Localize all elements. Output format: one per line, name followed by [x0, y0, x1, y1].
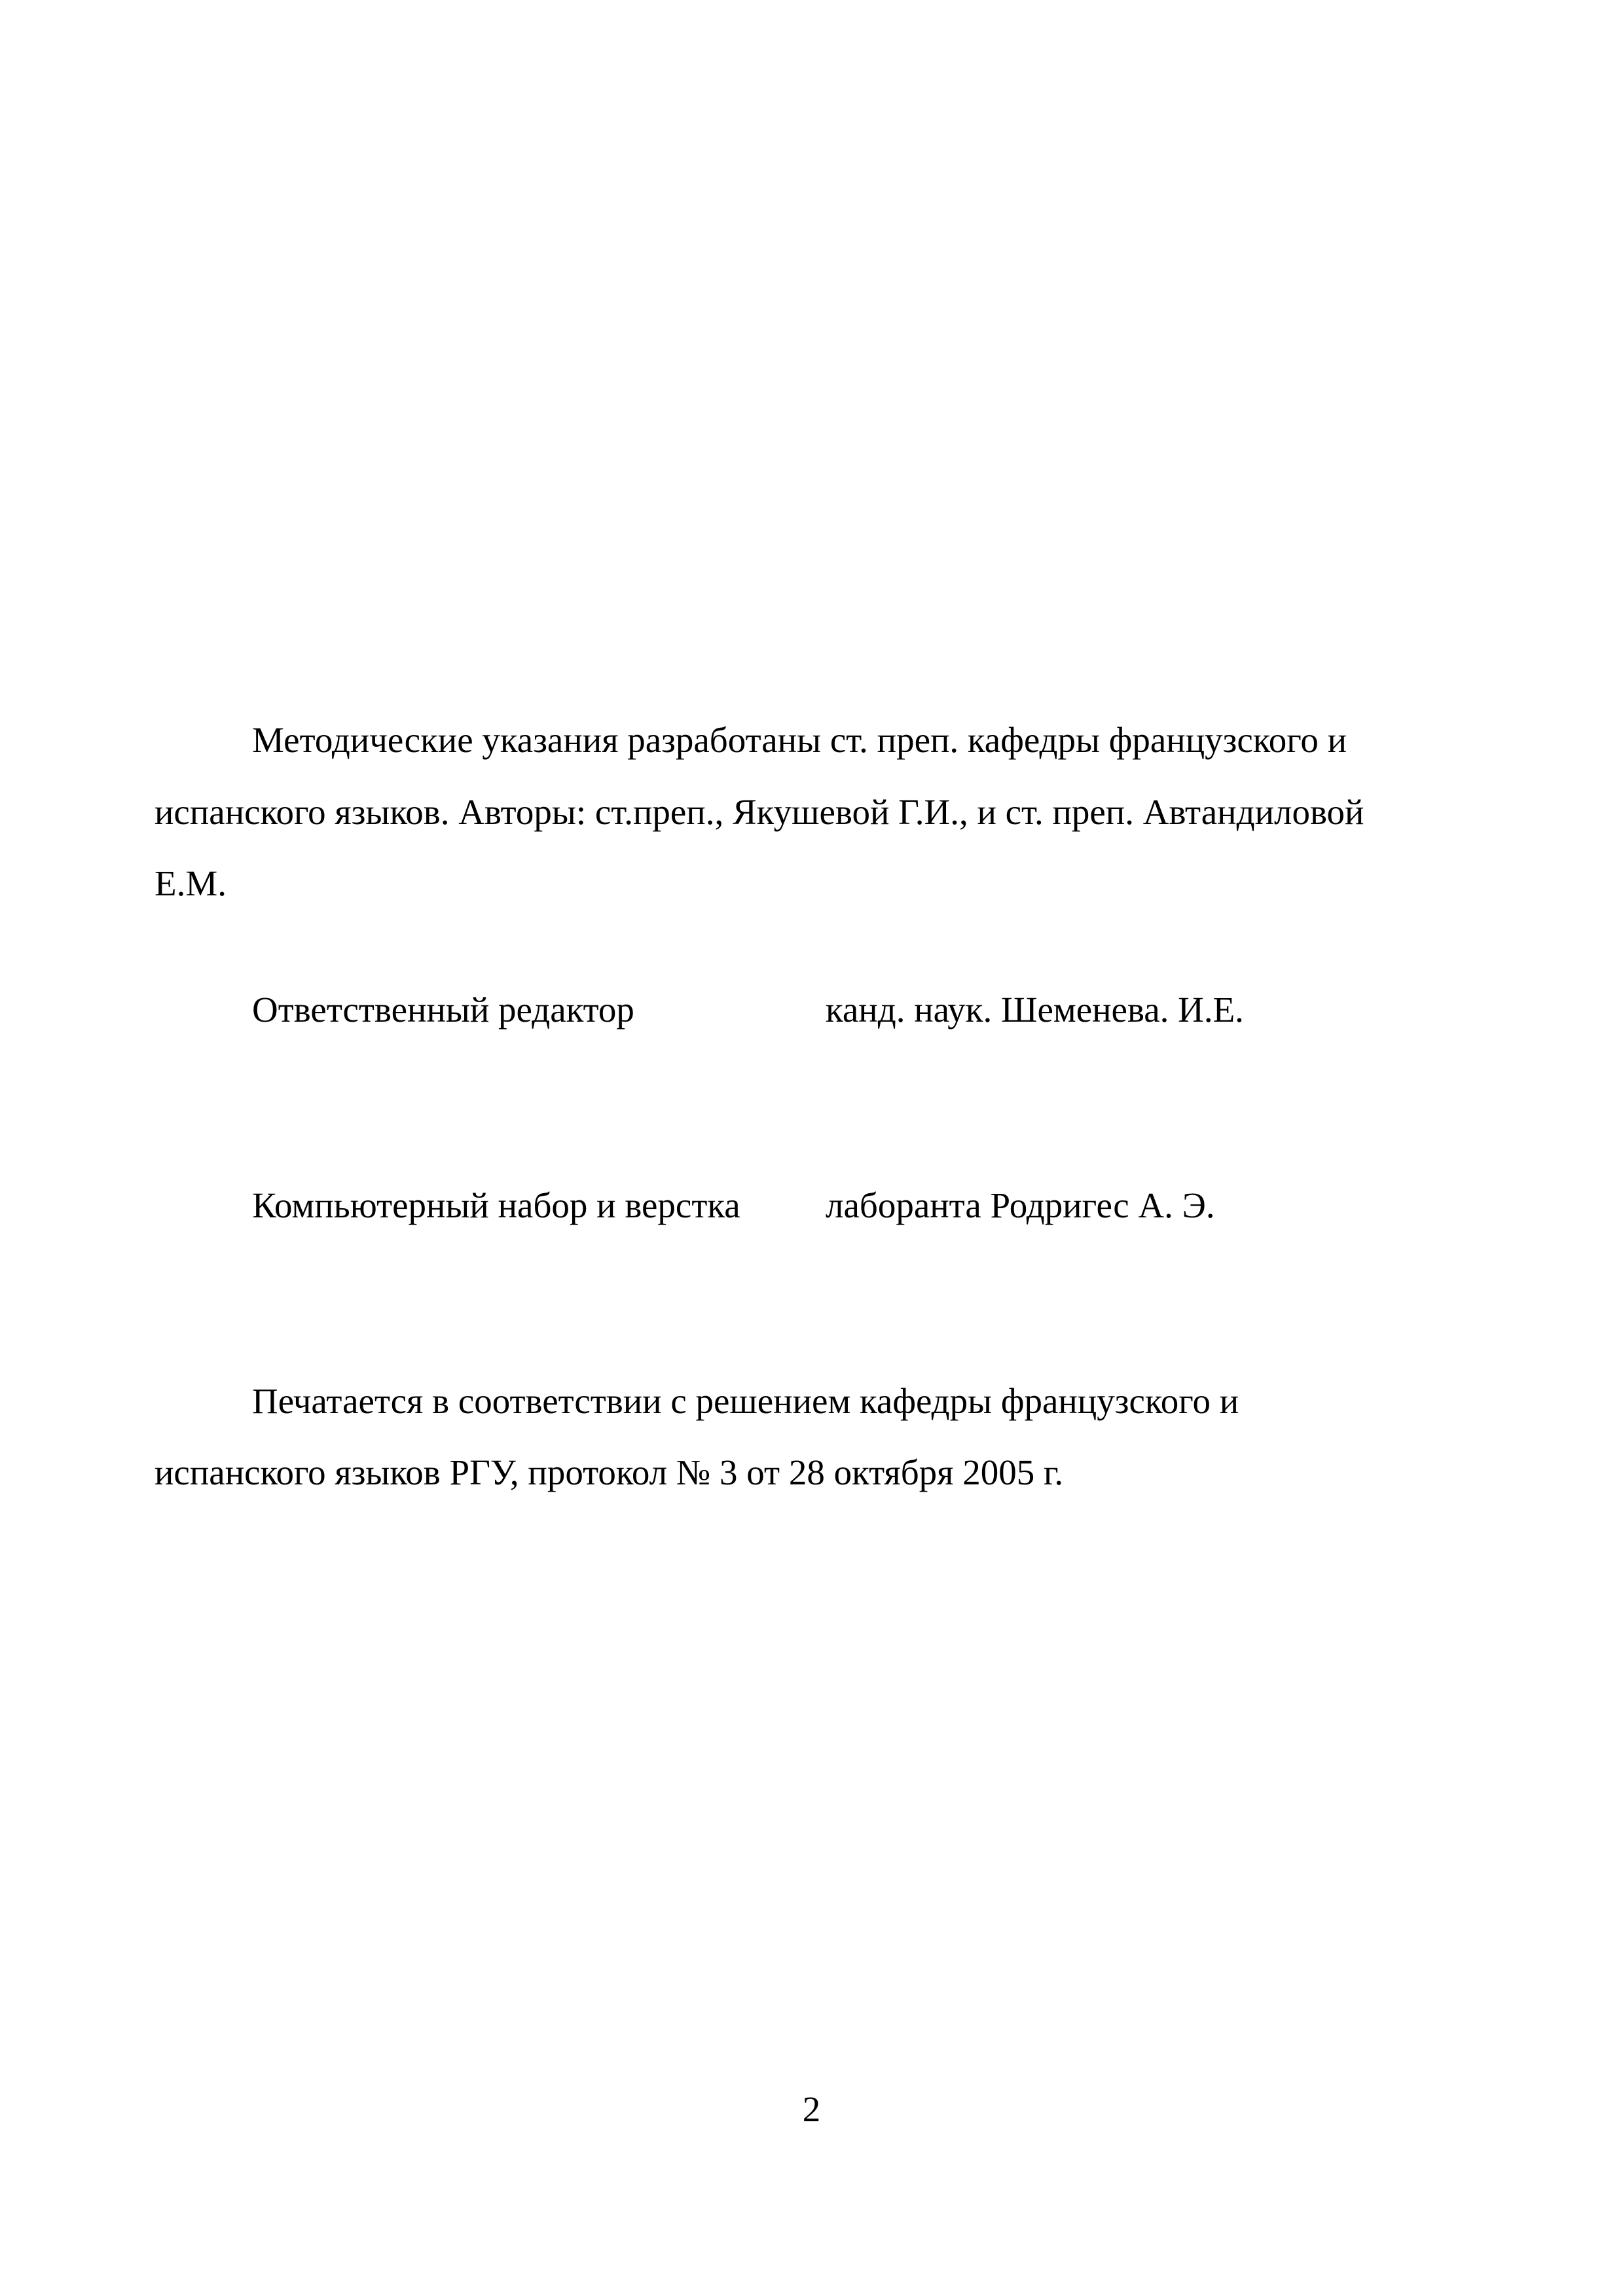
- typesetting-value: лаборанта Родригес А. Э.: [826, 1185, 1215, 1225]
- authors-paragraph-line-2: испанского языков. Авторы: ст.преп., Якушевой Г.И., и ст. преп. Автандиловой: [155, 792, 1364, 832]
- typesetting-label: Компьютерный набор и верстка: [252, 1185, 740, 1225]
- page-number: 2: [802, 2089, 821, 2129]
- editor-label: Ответственный редактор: [252, 990, 634, 1030]
- authors-paragraph-line-3: Е.М.: [155, 863, 227, 903]
- print-note-line-2: испанского языков РГУ, протокол № 3 от 28 октября 2005 г.: [155, 1452, 1064, 1492]
- editor-value: канд. наук. Шеменева. И.Е.: [826, 990, 1244, 1030]
- authors-paragraph-line-1: Методические указания разработаны ст. преп. кафедры французского и: [252, 720, 1347, 760]
- print-note-line-1: Печатается в соответствии с решением кафедры французского и: [252, 1381, 1239, 1421]
